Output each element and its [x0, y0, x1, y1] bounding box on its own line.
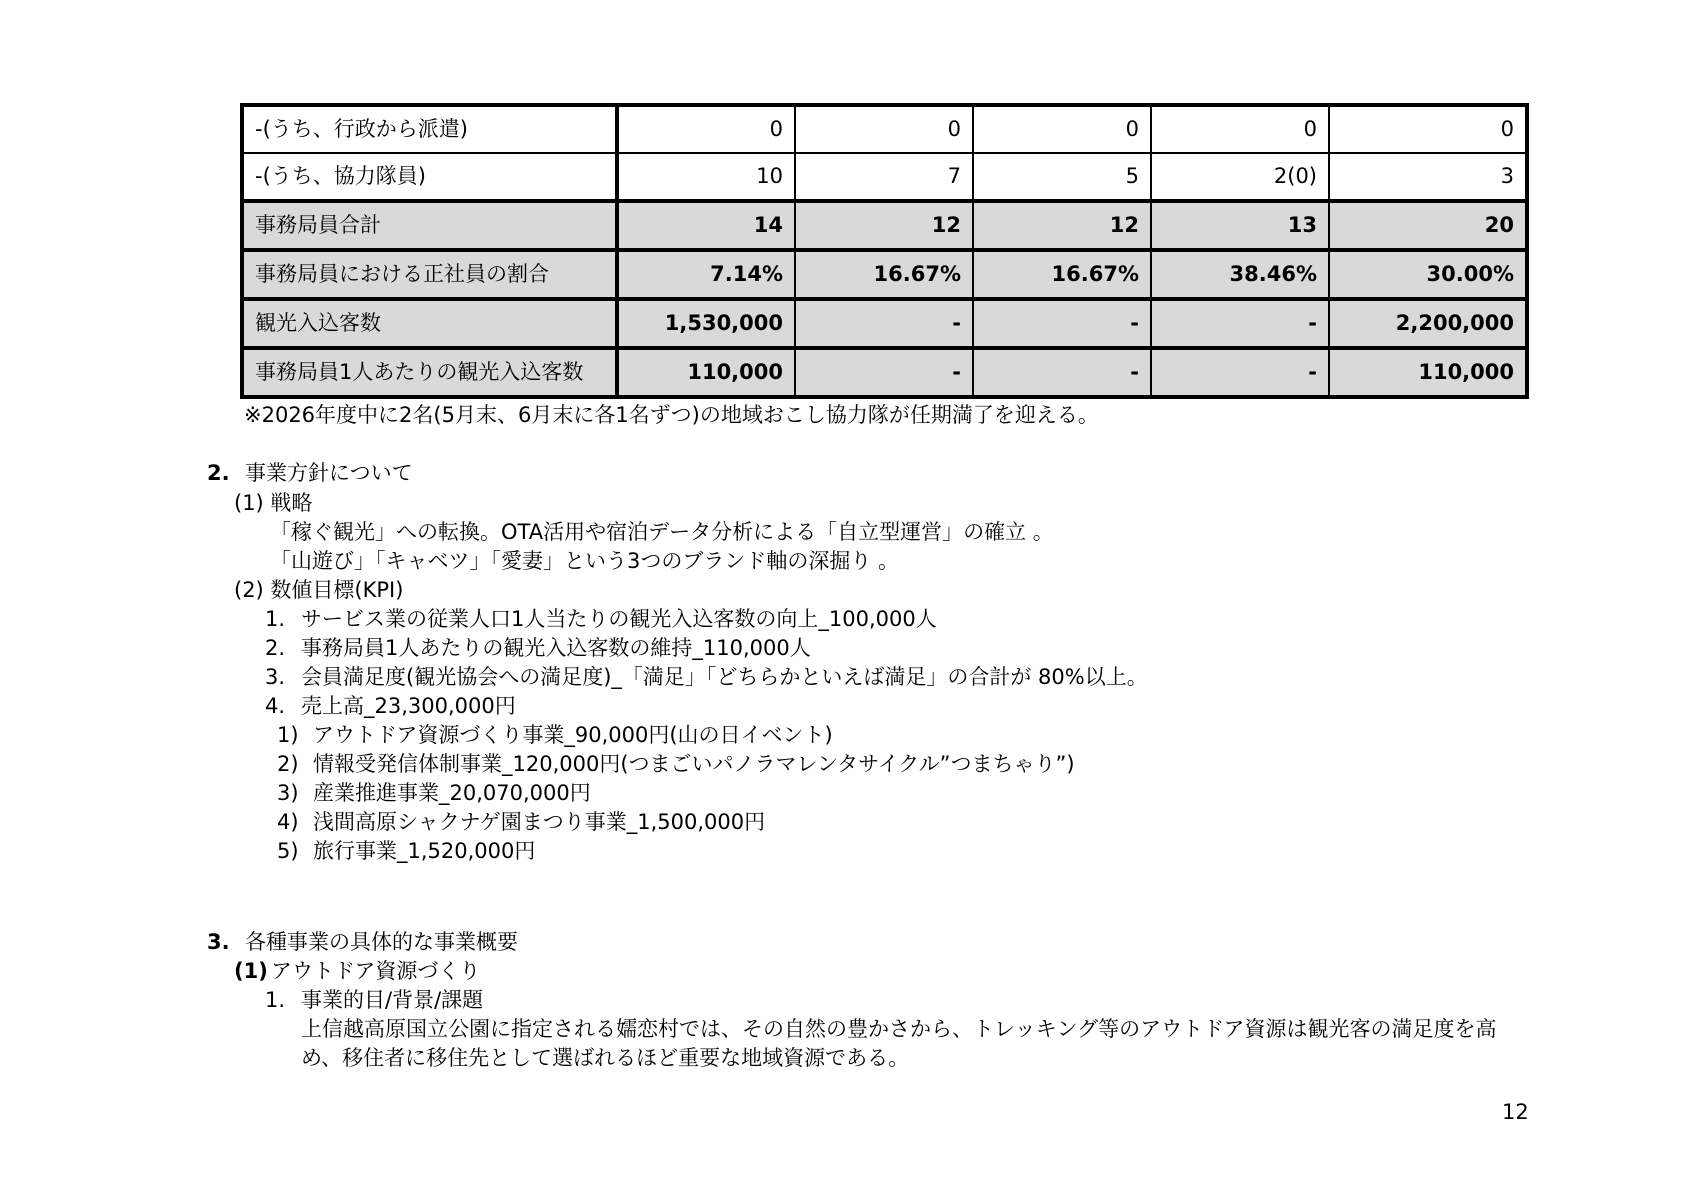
table-row: [242, 250, 1527, 299]
row-value: 0: [617, 105, 795, 153]
section3-number: 3.: [207, 930, 230, 954]
sales-sub-number: 2): [277, 752, 299, 776]
strategy-line-1: 「稼ぐ観光」への転換。OTA活用や宿泊データ分析による「自立型運営」の確立 。: [270, 520, 1054, 544]
row-value: 0: [973, 105, 1151, 153]
row-value: -: [1151, 348, 1329, 397]
row-value: 7: [795, 153, 973, 201]
section3-body-line-1: 上信越高原国立公園に指定される嬬恋村では、その自然の豊かさから、トレッキング等のアウトドア資源は観光客の満足度を高: [301, 1017, 1497, 1041]
sales-sub-text: 旅行事業_1,520,000円: [313, 839, 536, 863]
row-value: -: [1151, 299, 1329, 348]
row-value: -: [973, 348, 1151, 397]
sales-sub-text: 浅間高原シャクナゲ園まつり事業_1,500,000円: [313, 810, 766, 834]
row-value: 30.00%: [1329, 250, 1527, 299]
row-value: 20: [1329, 201, 1527, 250]
row-value: -: [973, 299, 1151, 348]
row-value: 12: [795, 201, 973, 250]
row-label: 事務局員1人あたりの観光入込客数: [242, 348, 617, 397]
kpi-item-number: 4.: [265, 694, 286, 718]
row-value: 10: [617, 153, 795, 201]
row-value: 2(0): [1151, 153, 1329, 201]
kpi-item-text: 事務局員1人あたりの観光入込客数の維持_110,000人: [301, 636, 811, 660]
staff-kpi-table: [240, 103, 1529, 399]
kpi-heading: (2) 数値目標(KPI): [234, 578, 404, 602]
row-value: 110,000: [617, 348, 795, 397]
table-row: [242, 299, 1527, 348]
table-note: ※2026年度中に2名(5月末、6月末に各1名ずつ)の地域おこし協力隊が任期満了を迎える。: [244, 403, 1099, 427]
section3-sub-title: アウトドア資源づくり: [271, 959, 481, 983]
row-value: 7.14%: [617, 250, 795, 299]
row-value: 1,530,000: [617, 299, 795, 348]
row-value: 13: [1151, 201, 1329, 250]
table-row: [242, 153, 1527, 201]
sales-sub-number: 3): [277, 781, 299, 805]
section3-title: 各種事業の具体的な事業概要: [245, 930, 518, 954]
sales-sub-text: 情報受発信体制事業_120,000円(つまごいパノラマレンタサイクル”つまちゃり”): [313, 752, 1075, 776]
row-label: -(うち、行政から派遣): [242, 105, 617, 153]
table-row: [242, 201, 1527, 250]
row-value: 0: [1329, 105, 1527, 153]
sales-sub-number: 5): [277, 839, 299, 863]
kpi-item-text: サービス業の従業人口1人当たりの観光入込客数の向上_100,000人: [301, 607, 937, 631]
kpi-item-number: 2.: [265, 636, 286, 660]
table-row: [242, 348, 1527, 397]
row-value: 5: [973, 153, 1151, 201]
kpi-item-text: 会員満足度(観光協会への満足度)_「満足」「どちらかといえば満足」の合計が 80%以上。: [301, 665, 1148, 689]
sales-sub-text: アウトドア資源づくり事業_90,000円(山の日イベント): [313, 723, 833, 747]
kpi-item-text: 売上高_23,300,000円: [301, 694, 516, 718]
row-value: 110,000: [1329, 348, 1527, 397]
row-value: 0: [795, 105, 973, 153]
section3-item-title: 事業的目/背景/課題: [301, 988, 484, 1012]
row-label: 事務局員における正社員の割合: [242, 250, 617, 299]
section2-title: 事業方針について: [245, 461, 413, 485]
kpi-item-number: 1.: [265, 607, 286, 631]
strategy-line-2: 「山遊び」「キャベツ」「愛妻」という3つのブランド軸の深掘り 。: [270, 549, 900, 573]
row-value: 0: [1151, 105, 1329, 153]
row-value: 12: [973, 201, 1151, 250]
strategy-heading: (1) 戦略: [234, 491, 313, 515]
table-row: [242, 105, 1527, 153]
kpi-item-number: 3.: [265, 665, 286, 689]
sales-sub-text: 産業推進事業_20,070,000円: [313, 781, 591, 805]
row-label: -(うち、協力隊員): [242, 153, 617, 201]
row-value: 16.67%: [973, 250, 1151, 299]
sales-sub-number: 1): [277, 723, 299, 747]
row-value: -: [795, 348, 973, 397]
row-value: 3: [1329, 153, 1527, 201]
row-value: 38.46%: [1151, 250, 1329, 299]
row-value: 16.67%: [795, 250, 973, 299]
row-label: 観光入込客数: [242, 299, 617, 348]
row-value: -: [795, 299, 973, 348]
page-number: 12: [1502, 1100, 1529, 1124]
sales-sub-number: 4): [277, 810, 299, 834]
section3-sub-number: (1): [234, 959, 268, 983]
row-value: 14: [617, 201, 795, 250]
section3-body-line-2: め、移住者に移住先として選ばれるほど重要な地域資源である。: [301, 1046, 910, 1070]
row-label: 事務局員合計: [242, 201, 617, 250]
section3-item-number: 1.: [265, 988, 286, 1012]
section2-number: 2.: [207, 461, 230, 485]
row-value: 2,200,000: [1329, 299, 1527, 348]
